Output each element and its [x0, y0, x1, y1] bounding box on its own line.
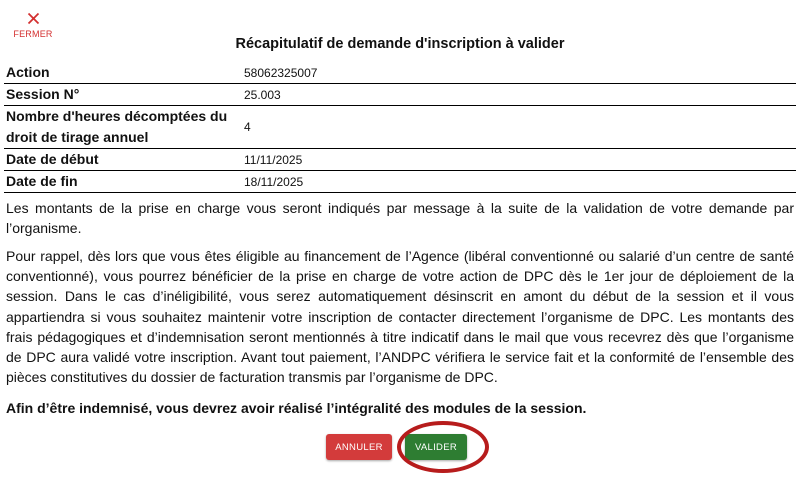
summary-row-session	[4, 84, 796, 106]
summary-value: 58062325007	[236, 62, 796, 84]
summary-row-start-date	[4, 149, 796, 171]
info-paragraph-reminder: Pour rappel, dès lors que vous êtes éligible au financement de l’Agence (libéral conventionné ou salarié d’un centre de santé conventionné), vous pourrez bénéficier de la prise en charge de votre action de DPC dès le 1er jour de déploiement de la session. Dans le cas d’inéligibilité, vous serez automatiquement désinscrit en amont du début de la session et il vous appartiendra si vous souhaitez maintenir votre inscription de contacter directement l’organisme de DPC. Les montants des frais pédagogiques et d’indemnisation seront mentionnés à titre indicatif dans le mail que vous recevrez dès que l’organisme de DPC aura validé votre inscription. Avant tout paiement, l’ANDPC vérifiera le service fait et la conformité de l’ensemble des pièces constitutives du dossier de facturation transmis par l’organisme de DPC.	[6, 248, 794, 386]
cancel-button[interactable]: ANNULER	[326, 434, 392, 460]
summary-value: 18/11/2025	[236, 171, 796, 193]
summary-value: 25.003	[236, 84, 796, 106]
summary-label: Session N°	[4, 84, 236, 106]
summary-value: 11/11/2025	[236, 149, 796, 171]
summary-row-action	[4, 62, 796, 84]
close-x-icon	[10, 12, 56, 25]
summary-row-end-date	[4, 171, 796, 193]
summary-value: 4	[236, 106, 796, 149]
summary-label: Nombre d'heures décomptées du droit de tirage annuel	[4, 106, 236, 149]
summary-label: Date de fin	[4, 171, 236, 193]
info-paragraph-amounts: Les montants de la prise en charge vous seront indiqués par message à la suite de la validation de votre demande par l’organisme.	[6, 200, 794, 236]
summary-label: Action	[4, 62, 236, 84]
close-label: FERMER	[13, 29, 53, 39]
close-button[interactable]	[10, 12, 56, 39]
summary-row-hours	[4, 106, 796, 149]
summary-table	[4, 62, 796, 193]
summary-label: Date de début	[4, 149, 236, 171]
validate-button[interactable]: VALIDER	[405, 434, 467, 460]
indemnity-notice: Afin d’être indemnisé, vous devrez avoir réalisé l’intégralité des modules de la session.	[6, 400, 587, 416]
page-title: Récapitulatif de demande d'inscription à valider	[235, 36, 565, 52]
